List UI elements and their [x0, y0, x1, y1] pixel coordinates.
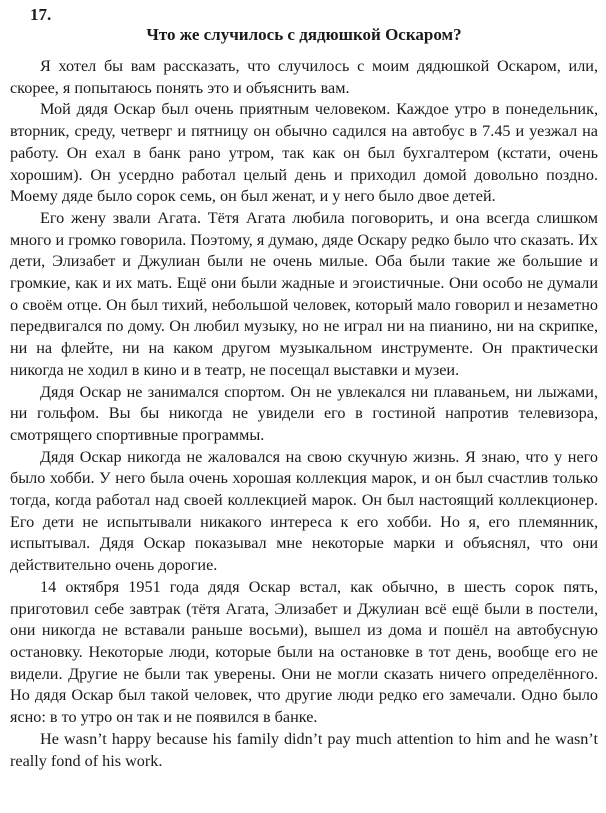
story-title: Что же случилось с дядюшкой Оскаром?	[146, 25, 462, 44]
paragraph: Дядя Оскар не занимался спортом. Он не увлекался ни плаваньем, ни лыжами, ни гольфом. Вы бы никогда не увидели его в гостиной напротив телевизора, смотрящего спортивные программы.	[10, 382, 598, 444]
paragraph: Я хотел бы вам рассказать, что случилось с моим дядюшкой Оскаром, или, скорее, я попытаюсь понять это и объяснить вам.	[10, 57, 598, 97]
exercise-number: 17.	[30, 5, 52, 24]
paragraph: Дядя Оскар никогда не жаловался на свою скучную жизнь. Я знаю, что у него было хобби. У него была очень хорошая коллекция марок, и он был счастлив только тогда, когда работал над своей коллекцией марок. Он был настоящий коллекционер. Его дети не испытывали никакого интереса к его хобби. Но я, его племянник, испытывал. Дядя Оскар показывал мне некоторые марки и объяснял, что они действительно очень дорогие.	[10, 447, 598, 575]
answer-sentence: He wasn’t happy because his family didn’t pay much attention to him and he wasn’t really fond of his work.	[10, 729, 598, 770]
paragraph: Его жену звали Агата. Тётя Агата любила поговорить, и она всегда слишком много и громко говорила. Поэтому, я думаю, дяде Оскару редко было что сказать. Их дети, Элизабет и Джулиан были не очень милые. Оба были такие же большие и громкие, как и их мать. Ещё они были жадные и эгоистичные. Они особо не думали о своём отце. Он был тихий, небольшой человек, который мало говорил и незаметно передвигался по дому. Он любил музыку, но не играл ни на пианино, ни на скрипке, ни на флейте, ни на каком другом музыкальном инструменте. Он практически никогда не ходил в кино и в театр, не посещал выставки и музеи.	[10, 208, 598, 379]
paragraph: 14 октября 1951 года дядя Оскар встал, как обычно, в шесть сорок пять, приготовил себе завтрак (тётя Агата, Элизабет и Джулиан всё ещё были в постели, они никогда не вставали раньше восьми), вышел из дома и пошёл на автобусную остановку. Некоторые люди, которые были на остановке в тот день, вообще его не видели. Другие не были так уверены. Они не могли сказать ничего определённого. Но дядя Оскар был такой человек, что другие люди редко его замечали. Одно было ясно: в то утро он так и не появился в банке.	[10, 577, 598, 727]
paragraph: Мой дядя Оскар был очень приятным человеком. Каждое утро в понедельник, вторник, среду, четверг и пятницу он обычно садился на автобус в 7.45 и уезжал на работу. Он ехал в банк рано утром, так как он был бухгалтером (кстати, очень хорошим). Он усердно работал целый день и приходил домой довольно поздно. Моему дяде было сорок семь, он был женат, и у него было двое детей.	[10, 100, 598, 206]
story-body	[10, 56, 598, 772]
